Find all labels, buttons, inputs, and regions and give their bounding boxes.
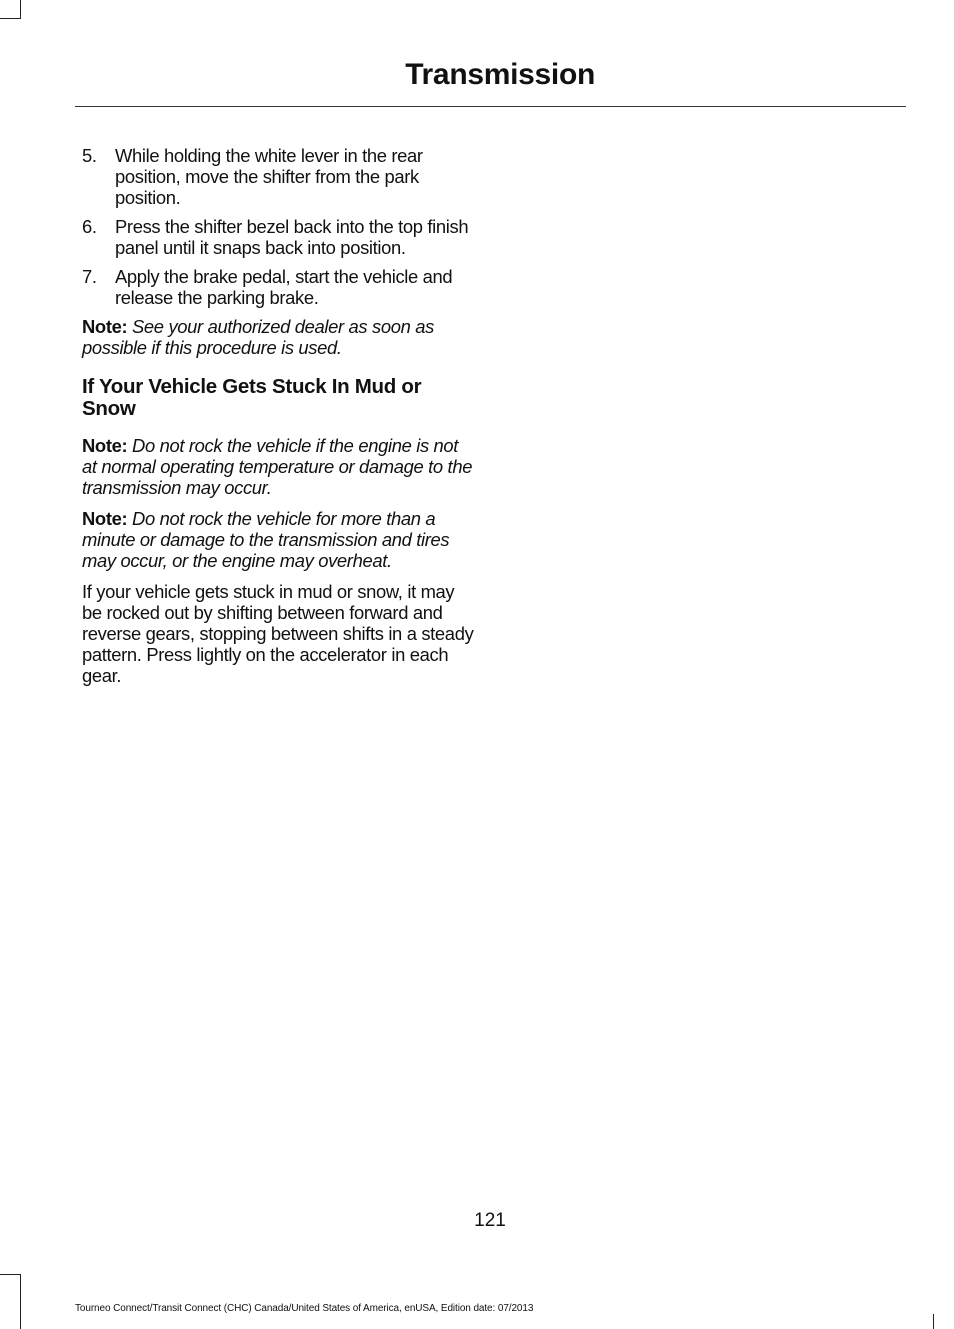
note	[82, 435, 474, 498]
footer-text: Tourneo Connect/Transit Connect (CHC) Canada/United States of America, enUSA, Edition date: 07/2013	[75, 1303, 534, 1314]
step-text: Press the shifter bezel back into the top finish panel until it snaps back into position.	[115, 216, 469, 258]
crop-mark-top-left-horizontal	[0, 18, 21, 19]
body-paragraph: If your vehicle gets stuck in mud or snow, it may be rocked out by shifting between forward and reverse gears, stopping between shifts in a steady pattern. Press lightly on the accelerator in each gear.	[82, 581, 474, 686]
step-number: 6.	[82, 216, 97, 237]
crop-mark-top-left-vertical	[20, 0, 21, 18]
page-number: 121	[474, 1210, 506, 1231]
list-item	[82, 145, 474, 208]
note-text: See your authorized dealer as soon as possible if this procedure is used.	[82, 316, 434, 358]
crop-mark-bottom-left-tick	[20, 1314, 21, 1329]
page-title: Transmission	[405, 58, 595, 91]
note-text: Do not rock the vehicle for more than a minute or damage to the transmission and tires may occur, or the engine may overheat.	[82, 508, 450, 571]
procedure-steps	[82, 145, 474, 308]
step-text: While holding the white lever in the rear position, move the shifter from the park position.	[115, 145, 423, 208]
step-number: 7.	[82, 266, 97, 287]
note-text: Do not rock the vehicle if the engine is not at normal operating temperature or damage to the transmission may occur.	[82, 435, 473, 498]
note-label: Note:	[82, 316, 128, 337]
section-heading: If Your Vehicle Gets Stuck In Mud or Snow	[82, 375, 422, 420]
note	[82, 508, 474, 571]
step-number: 5.	[82, 145, 97, 166]
crop-mark-bottom-right-tick	[933, 1314, 934, 1329]
note-label: Note:	[82, 435, 128, 456]
note-label: Note:	[82, 508, 128, 529]
crop-mark-bottom-left-horizontal	[0, 1274, 21, 1275]
main-content	[82, 145, 474, 696]
step-text: Apply the brake pedal, start the vehicle and release the parking brake.	[115, 266, 453, 308]
note	[82, 316, 474, 358]
list-item	[82, 216, 474, 258]
header-divider	[75, 106, 906, 107]
list-item	[82, 266, 474, 308]
